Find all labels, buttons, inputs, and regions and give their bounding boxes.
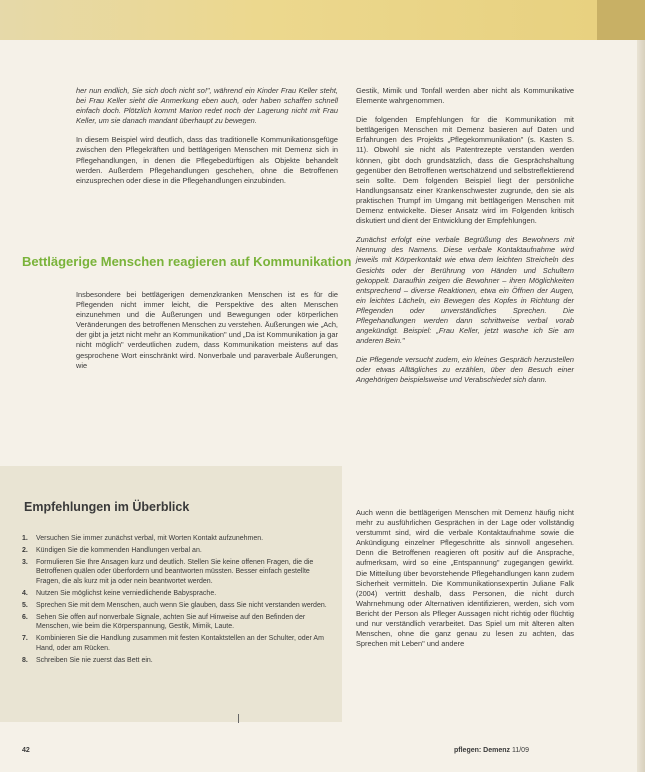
right-paragraph-1: Gestik, Mimik und Tonfall werden aber nicht als Kommunikative Elemente wahrgenommen. <box>356 86 574 106</box>
right-paragraph-5: Auch wenn die bettlägerigen Menschen mit Demenz häufig nicht mehr zu ausführlichen Gesprächen in der Lage oder vollständig verstummt sind, wird die verbale Kontaktaufnahme sowie die Ankündigung einzelner Pflegeschritte als sinnvoll angesehen. Denn die Betroffenen reagieren oft positiv auf die Ansprache, aufmerksam, wird so eine „Entspannung" zugegangen gewirkt. Die Mitteilung über bevorstehende Pflegehandlungen kann zudem Sicherheit vermitteln. Die Kommunikationsexpertin Juliane Falk (2004) vertritt deshalb, dass Personen, die nicht durch Wahrnehmung oder Alternativen identifizieren, werden, sich vom Bericht der Person als Pfleger Aussagen nicht richtig oder flüchtig und nur verständlich verarbeitet. Das Spiel um mit älteren alten Menschen, ohne die ganz genau zu lesen zu achten, das Sprechen mit Leben" und andere <box>356 508 574 649</box>
list-item: 6. Sehen Sie offen auf nonverbale Signale, achten Sie auf Hinweise auf den Befinden der Menschen, wie beim die Körperspannung, Gestik, Mimik, Laute. <box>22 613 306 631</box>
journal-name: pflegen: Demenz <box>454 747 511 754</box>
box-title: Empfehlungen im Überblick <box>24 500 190 514</box>
section-heading: Bettlägerige Menschen reagieren auf Kommunikation <box>22 254 352 269</box>
left-paragraph-3: Insbesondere bei bettlägerigen demenzkranken Menschen ist es für die Pflegenden nicht immer leicht, die Perspektive des alten Menschen einzunehmen und die Äußerungen und Bewegungen oder körperlichen Veränderungen des betroffenen Menschen zu verstehen. Äußerungen wie „Ach, der gibt ja jetzt nicht mehr an Kommunikation" und „Da ist Kommunikation ja gar nicht möglich" verdeutlichen zudem, dass Kommunikation meistens auf das gesprochene Wort einschränkt wird. Nonverbale und paraverbale Äußerungen, wie <box>76 290 338 370</box>
list-item: 1. Versuchen Sie immer zunächst verbal, mit Worten Kontakt aufzunehmen. <box>22 535 264 542</box>
issue-number: 11/09 <box>511 747 529 754</box>
list-item: 5. Sprechen Sie mit dem Menschen, auch wenn Sie glauben, dass Sie nicht verstanden werden. <box>22 601 327 609</box>
page-number: 42 <box>22 747 30 754</box>
page-edge <box>637 40 645 772</box>
left-paragraph-2: In diesem Beispiel wird deutlich, dass das traditionelle Kommunikationsgefüge zwischen den Pflegekräften und bettlägerigen Menschen mit Demenz sich in Pflegehandlungen, in denen die Pflegebedürftigen als Objekte behandelt werden. Außerdem Pflegehandlungen geschehen, ohne die Betroffenen einzusprechen oder diese in die Pflegehandlungen einzubinden. <box>76 135 338 185</box>
right-paragraph-3: Zunächst erfolgt eine verbale Begrüßung des Bewohners mit Nennung des Namens. Diese verbale Kontaktaufnahme wird jeweils mit Körperkontakt wie etwa dem leichten Streicheln des Gesichts oder der Berührung von Händen und Schultern gekoppelt. Daraufhin zeigen die Bewohner – ihren Möglichkeiten entsprechend – diverse Reaktionen, etwa ein Öffnen der Augen, ein leichtes Lächeln, ein Bewegen des Kopfes in Richtung der Pflegenden oder unverständliches Sprechen. Die Pflegehandlungen werden dann schrittweise verbal vorab angekündigt. Beispiel: „Frau Keller, jetzt wasche ich Sie am anderen Bein." <box>356 235 574 346</box>
header-tab <box>597 0 645 40</box>
column-mark <box>238 714 239 723</box>
right-column-bottom <box>356 508 574 658</box>
header-band <box>0 0 645 40</box>
list-item: 7. Kombinieren Sie die Handlung zusammen mit festen Kontaktstellen an der Schulter, oder Am Hand, oder am Rücken. <box>22 635 324 652</box>
list-item: 2. Kündigen Sie die kommenden Handlungen verbal an. <box>22 546 202 554</box>
recommendations-list <box>22 534 332 668</box>
left-column-top <box>76 86 338 195</box>
list-item: 3. Formulieren Sie Ihre Ansagen kurz und deutlich. Stellen Sie keine offenen Fragen, die die Betroffenen quälen oder überfordern und beantworten müssten. Besser einfach gestellte Fragen, die als kurz mit ja oder nein beantwortet werden. <box>22 558 314 586</box>
right-paragraph-4: Die Pflegende versucht zudem, ein kleines Gespräch herzustellen oder etwas Alltägliches zu erzählen, über den Besuch einer Angehörigen beispielsweise und Verabschiedet sich dann. <box>356 355 574 385</box>
right-column-top <box>356 86 574 395</box>
list-item: 8. Schreiben Sie nie zuerst das Bett ein. <box>22 656 153 664</box>
left-column-bottom <box>76 290 338 380</box>
list-item: 4. Nutzen Sie möglichst keine verniedlichende Babysprache. <box>22 589 217 597</box>
right-paragraph-2: Die folgenden Empfehlungen für die Kommunikation mit bettlägerigen Menschen mit Demenz basieren auf Daten und Erfahrungen des Projekts „Pflegekommunikation" (s. Kasten S. 11). Obwohl sie nicht als Patentrezepte verstanden werden können, gibt doch grundsätzlich, dass die Gesprächshaltung gegenüber den Betroffenen wertschätzend und selbstreflektierend sein sollte. Dem folgenden Beispiel liegt der persönliche Handlungsansatz einer Krankenschwester zugrunde, den sie als praktischen Trumpf im Umgang mit bettlägerigen Menschen mit Demenz entwickelte. Dieser Ansatz wird im Folgenden kritisch diskutiert und dient der Entwicklung der Empfehlungen. <box>356 115 574 226</box>
journal-footer <box>454 747 529 754</box>
intro-paragraph: her nun endlich, Sie sich doch nicht so!", während ein Kinder Frau Keller steht, bei Frau Keller sieht die Anmerkung eben auch, oder haben schaffen schnell einfach doch. Plötzlich kommt Marion redet noch der Lagerung nicht mit Frau Keller, um sie danach mandant überhaupt zu bewegen. <box>76 86 338 126</box>
